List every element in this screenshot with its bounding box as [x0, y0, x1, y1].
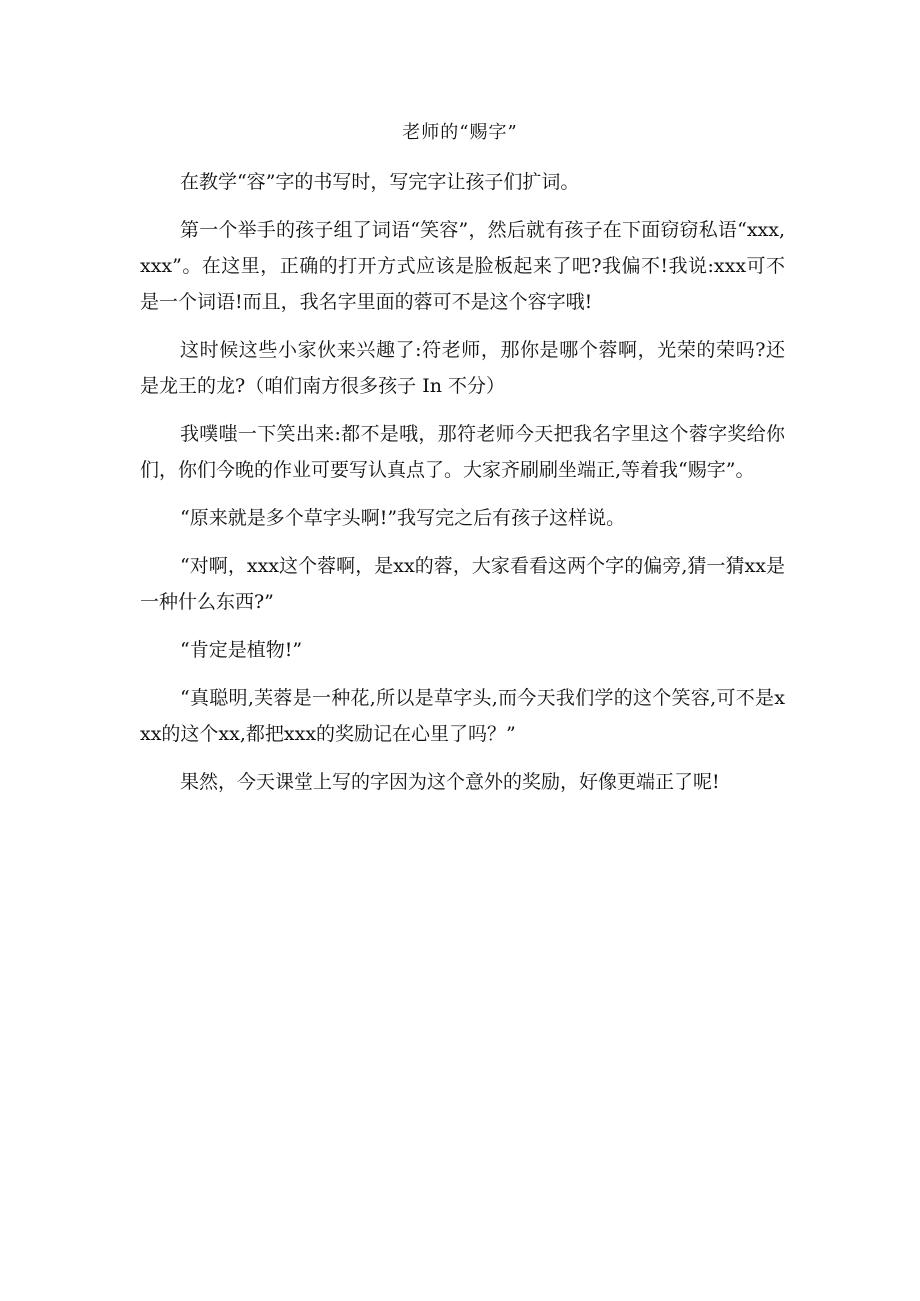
paragraph-1: 在教学“容”字的书写时，写完字让孩子们扩词。	[180, 171, 580, 193]
paragraph-5: “原来就是多个草字头啊!”我写完之后有孩子这样说。	[180, 507, 626, 529]
document-body	[140, 164, 785, 812]
paragraph-7: “肯定是植物!”	[180, 639, 303, 661]
paragraph-6: “对啊，xxx这个蓉啊，是xx的蓉，大家看看这两个字的偏旁,猜一猜xx是一种什么东西?”	[140, 555, 785, 613]
paragraph-3: 这时候这些小家伙来兴趣了:符老师，那你是哪个蓉啊，光荣的荣吗?还是龙王的龙?（咱们南方很多孩子 In 不分）	[140, 339, 785, 397]
paragraph-2: 第一个举手的孩子组了词语“笑容”，然后就有孩子在下面窃窃私语“xxx,xxx”。在这里，正确的打开方式应该是脸板起来了吧?我偏不!我说:xxx可不是一个词语!而且，我名字里面的蓉可不是这个容字哦!	[140, 219, 785, 313]
document-title: 老师的“赐字”	[402, 122, 518, 143]
paragraph-9: 果然，今天课堂上写的字因为这个意外的奖励，好像更端正了呢!	[180, 771, 720, 793]
paragraph-4: 我噗嗤一下笑出来:都不是哦，那符老师今天把我名字里这个蓉字奖给你们，你们今晚的作业可要写认真点了。大家齐刷刷坐端正,等着我“赐字”。	[140, 423, 785, 481]
paragraph-8: “真聪明,芙蓉是一种花,所以是草字头,而今天我们学的这个笑容,可不是xxx的这个xx,都把xxx的奖励记在心里了吗？”	[140, 687, 785, 745]
